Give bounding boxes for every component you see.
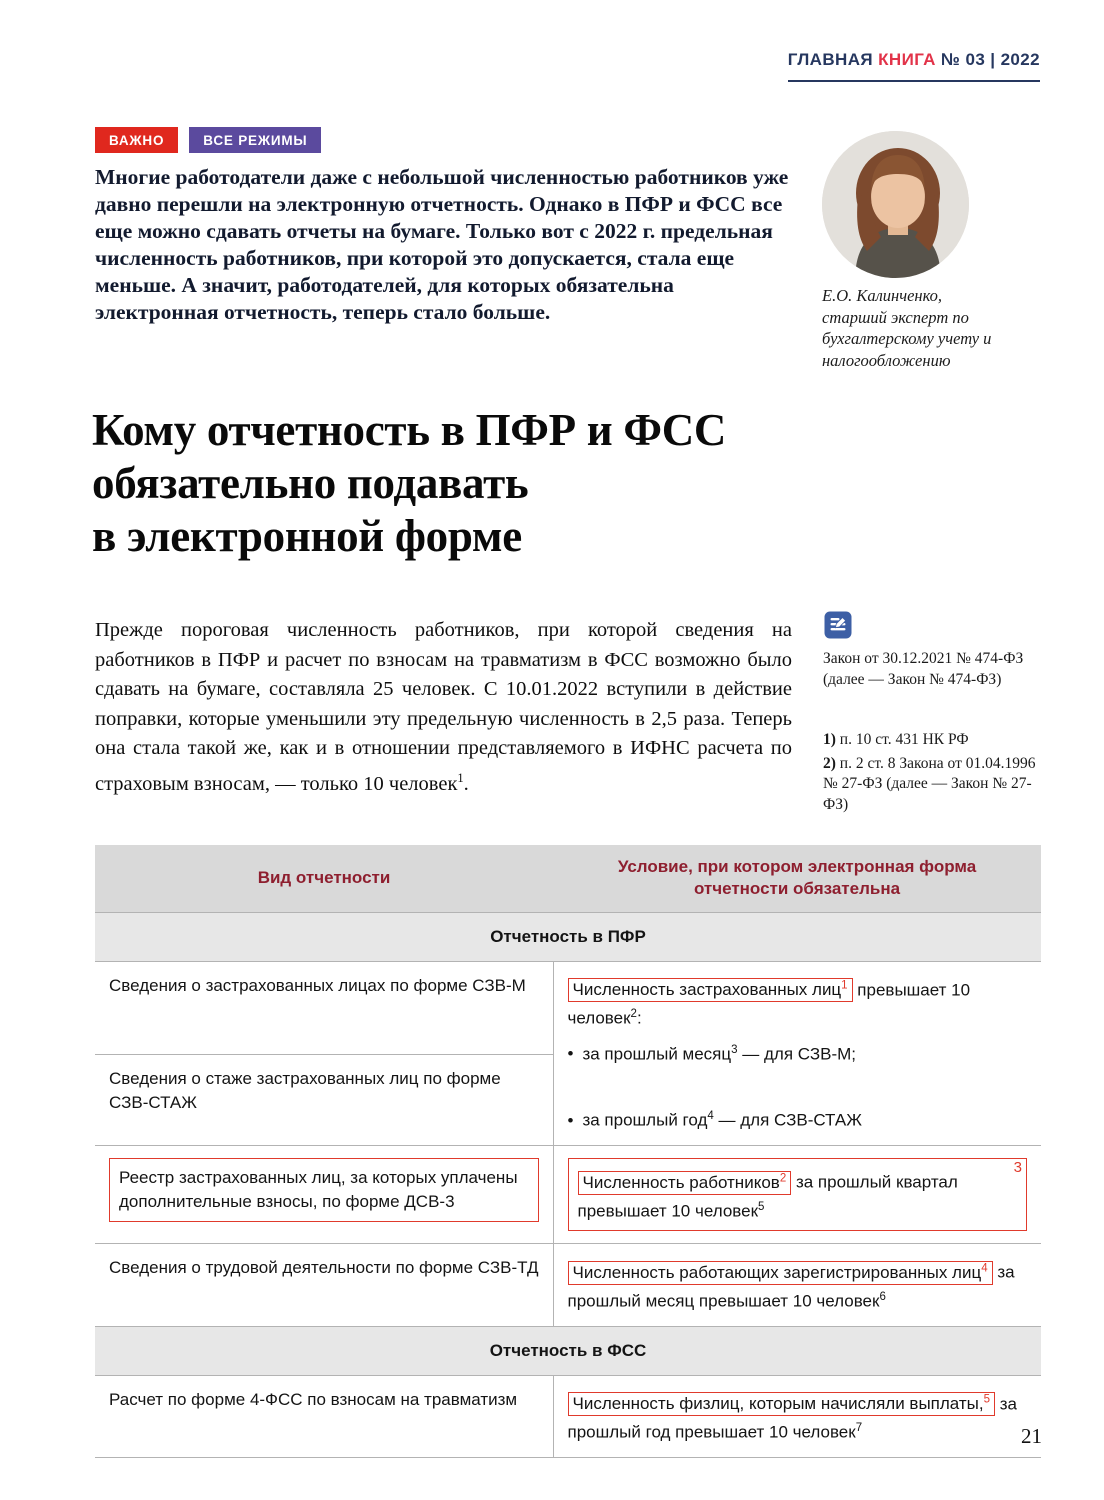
footnote-reference: 6 <box>879 1291 886 1304</box>
footnote-reference: 1 <box>457 770 464 785</box>
author-role: старший эксперт по бухгалтерскому учету и налогообложению <box>822 307 992 370</box>
intro-paragraph <box>95 616 792 799</box>
footnote-reference: 4 <box>707 1110 714 1123</box>
section-row-fss <box>95 1326 1041 1375</box>
law-reference: Закон от 30.12.2021 № 474-ФЗ (далее — Закон № 474-ФЗ) <box>823 650 1024 688</box>
portrait-illustration <box>822 131 969 278</box>
callout-outline-right <box>568 1158 1028 1231</box>
highlight-box-worker-count <box>578 1171 792 1195</box>
callout-number-5: 5 <box>983 1393 991 1406</box>
callout-number-4: 4 <box>981 1262 988 1275</box>
condition-text: превышает 10 человек <box>567 980 971 1028</box>
section-header-pfr: Отчетность в ПФР <box>95 912 1041 961</box>
bullet-text: — для СЗВ-СТАЖ <box>713 1111 862 1131</box>
report-type-text: Реестр застрахованных лиц, за которых уплачены дополнительные взносы, по форме ДСВ-3 <box>119 1168 518 1212</box>
condition-bullet-szvm <box>568 1038 1028 1067</box>
badge-row <box>95 127 321 153</box>
section-header-fss: Отчетность в ФСС <box>95 1326 1041 1375</box>
author-credit <box>822 285 1042 371</box>
table-header-row <box>95 845 1041 912</box>
highlighted-phrase: Численность работников <box>582 1172 780 1192</box>
cell-condition-4fss <box>553 1375 1041 1457</box>
footnote-text: п. 2 ст. 8 Закона от 01.04.1996 № 27-ФЗ (далее — Закон № 27-ФЗ) <box>823 754 1036 813</box>
article-title <box>92 404 726 563</box>
author-photo <box>822 131 969 278</box>
badge-important: ВАЖНО <box>95 127 178 153</box>
article-title-line: Кому отчетность в ПФР и ФСС <box>92 405 727 455</box>
intro-text-tail: . <box>463 772 469 795</box>
table-row-szvtd <box>95 1244 1041 1326</box>
cell-condition-pfr-shared <box>553 961 1041 1146</box>
masthead-issue: № 03 | 2022 <box>940 50 1040 69</box>
law-document-icon <box>823 610 853 640</box>
footnote-1 <box>823 730 1051 751</box>
table-row-4fss <box>95 1375 1041 1457</box>
section-row-pfr <box>95 912 1041 961</box>
masthead-brand-secondary: КНИГА <box>878 50 936 69</box>
footnote-reference: 5 <box>758 1200 765 1213</box>
bullet-text: — для СЗВ-М; <box>737 1044 856 1064</box>
footnote-2 <box>823 754 1051 816</box>
report-requirements-table <box>95 845 1041 1458</box>
footnote-reference: 3 <box>731 1043 738 1056</box>
highlighted-phrase: Численность физлиц, которым начисляли выплаты, <box>572 1394 984 1414</box>
condition-heading <box>568 974 1028 1031</box>
footnote-text: п. 10 ст. 431 НК РФ <box>835 731 969 748</box>
footnote-reference: 7 <box>855 1422 863 1435</box>
masthead <box>788 50 1040 82</box>
bullet-text: за прошлый месяц <box>582 1044 732 1064</box>
page-number: 21 <box>1021 1424 1042 1448</box>
footnote-reference: 2 <box>630 1008 637 1021</box>
cell-report-szvm: Сведения о застрахованных лицах по форме СЗВ-М <box>95 961 553 1055</box>
article-title-line: в электронной форме <box>92 511 522 561</box>
callout-outline-left <box>109 1158 539 1222</box>
margin-notes <box>823 610 1051 818</box>
intro-text: Прежде пороговая численность работников, при которой сведения на работников в ПФР и расчет по взносам на травматизм в ФСС возможно было сдавать на бумаге, составляла 25 человек. С 10.01.2022 вступили в действие поправки, которые уменьшили эту предельную численность в 2,5 раза. Теперь она стала такой же, как и в отношении представляемого в ИФНС расчета по страховым взносам, — только 10 человек <box>95 619 792 795</box>
bullet-text: за прошлый год <box>582 1111 708 1131</box>
callout-number-1: 1 <box>841 979 848 992</box>
condition-text: за прошлый месяц превышает 10 человек <box>567 1263 1015 1311</box>
highlighted-phrase: Численность работающих зарегистрированных лиц <box>572 1263 982 1283</box>
footnote-number: 2) <box>823 754 836 772</box>
cell-report-szvstazh: Сведения о стаже застрахованных лиц по форме СЗВ-СТАЖ <box>95 1055 553 1146</box>
table-row-szvm <box>95 961 1041 1055</box>
author-name: Е.О. Калинченко, <box>822 286 943 305</box>
column-header-report-type: Вид отчетности <box>95 845 553 912</box>
article-title-line: обязательно подавать <box>92 458 529 508</box>
condition-text: за прошлый год превышает 10 человек <box>567 1394 1017 1443</box>
cell-report-4fss: Расчет по форме 4-ФСС по взносам на травматизм <box>95 1375 553 1457</box>
highlighted-phrase: Численность застрахованных лиц <box>572 980 842 1000</box>
condition-bullet-szvstazh <box>568 1104 1028 1133</box>
highlight-box-payee-count <box>568 1392 996 1416</box>
cell-condition-szvtd <box>553 1244 1041 1326</box>
callout-number-3: 3 <box>1013 1159 1022 1177</box>
highlight-box-registered-count <box>568 1261 993 1285</box>
cell-report-szvtd: Сведения о трудовой деятельности по форме СЗВ-ТД <box>95 1244 553 1326</box>
cell-condition-dsv <box>553 1146 1041 1244</box>
footnote-number: 1) <box>823 731 836 748</box>
badge-all-modes: ВСЕ РЕЖИМЫ <box>189 127 321 153</box>
table-row-dsv <box>95 1146 1041 1244</box>
condition-text: за прошлый квартал превышает 10 человек <box>577 1172 958 1221</box>
highlight-box-insured-count <box>568 978 853 1002</box>
footnotes <box>823 730 1051 815</box>
condition-text: : <box>636 1008 642 1028</box>
cell-report-dsv <box>95 1146 553 1244</box>
column-header-condition: Условие, при котором электронная форма отчетности обязательна <box>553 845 1041 912</box>
masthead-brand-primary: ГЛАВНАЯ <box>787 50 874 69</box>
callout-number-2: 2 <box>779 1172 787 1185</box>
lead-paragraph: Многие работодатели даже с небольшой численностью работников уже давно перешли на электронную отчетность. Однако в ПФР и ФСС все еще можно сдавать отчеты на бумаге. Только вот с 2022 г. предельная численность работников, при которой это допускается, стала еще меньше. А значит, работодателей, для которых обязательна электронная отчетность, теперь стало больше. <box>95 165 789 324</box>
